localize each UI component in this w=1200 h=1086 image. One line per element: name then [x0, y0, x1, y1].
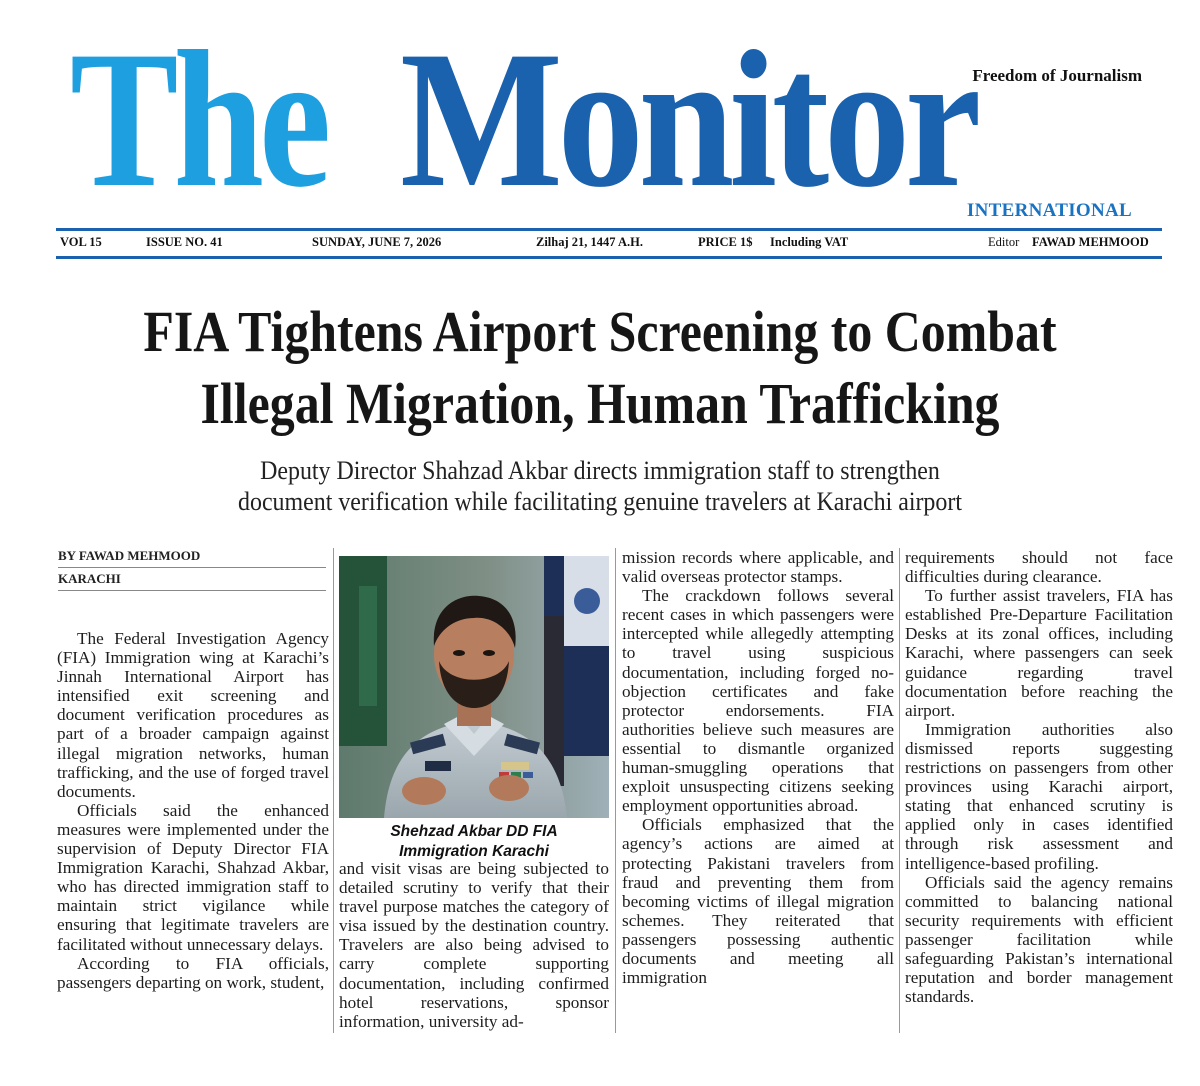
article-photo — [339, 556, 609, 818]
article-paragraph: Officials said the agency remains committed to balancing national security requirements with efficient passenger facilitation while safeguarding Pakistan’s international reputation and border management standards. — [905, 872, 1173, 1007]
caption-line: Immigration Karachi — [399, 843, 549, 860]
article-paragraph: requirements should not face difficulties during clearance. — [905, 548, 1173, 587]
officer-portrait-image — [339, 556, 609, 818]
editor-name: FAWAD MEHMOOD — [1032, 235, 1149, 249]
price-label: PRICE 1$ — [698, 235, 753, 249]
article-column-1 — [57, 629, 329, 992]
issue-info-bar — [58, 232, 1160, 254]
article-column-2 — [339, 859, 609, 1031]
subhead-line: Deputy Director Shahzad Akbar directs immigration staff to strengthen — [260, 456, 940, 485]
article-paragraph: According to FIA officials, passengers departing on work, student, — [57, 953, 329, 992]
article-paragraph: Immigration authorities also dismissed reports suggesting restrictions on passengers from other provinces using Karachi airport, stating that enhanced scrutiny is applied only in cases identified through risk assessment and intelligence-based profiling. — [905, 719, 1173, 873]
masthead-top-rule — [56, 228, 1162, 231]
headline-line: FIA Tightens Airport Screening to Combat — [143, 299, 1057, 364]
article-paragraph: Officials emphasized that the agency’s actions are aimed at protecting Pakistani travelers from fraud and preventing them from becoming victims of illegal migration schemes. They reiterated that passengers possessing authentic documents and meeting all immigration — [622, 815, 894, 988]
subhead-line: document verification while facilitating genuine travelers at Karachi airport — [238, 487, 962, 516]
column-divider — [615, 548, 616, 1033]
article-column-4 — [905, 548, 1173, 1006]
hijri-date-label: Zilhaj 21, 1447 A.H. — [536, 235, 643, 249]
article-paragraph: Officials said the enhanced measures were implemented under the supervision of Deputy Director FIA Immigration Karachi, Shahzad Akbar, who has directed immigration staff to maintain strict vigilance while ensuring that legitimate travelers are facilitated without unnecessary delays. — [57, 800, 329, 954]
masthead-title-monitor: Monitor — [400, 11, 977, 228]
article-headline — [118, 296, 1081, 440]
article-paragraph: and visit visas are being subjected to detailed scrutiny to verify that their travel purpose matches the category of visa issued by the destination country. Travelers are also being advised to carry complete supporting documentation, including confirmed hotel reservations, sponsor information, university ad- — [339, 859, 609, 1031]
byline: BY FAWAD MEHMOOD — [58, 545, 326, 568]
article-paragraph: mission records where applicable, and valid overseas protector stamps. — [622, 548, 894, 587]
masthead-tagline: Freedom of Journalism — [972, 66, 1142, 85]
masthead-bottom-rule — [56, 256, 1162, 259]
column-divider — [333, 548, 334, 1033]
masthead-title-the: The — [70, 11, 327, 228]
vat-note: Including VAT — [770, 235, 849, 249]
dateline: KARACHI — [58, 568, 326, 591]
volume-label: VOL 15 — [60, 235, 102, 249]
photo-caption — [339, 822, 609, 862]
article-column-3 — [622, 548, 894, 987]
masthead-edition: INTERNATIONAL — [966, 200, 1132, 221]
caption-line: Shehzad Akbar DD FIA — [390, 823, 558, 840]
article-paragraph: The Federal Investigation Agency (FIA) Immigration wing at Karachi’s Jinnah International Airport has intensified exit screening and document verification procedures as part of a broader campaign against illegal migration networks, human trafficking, and the use of forged travel documents. — [57, 629, 329, 801]
editor-label: Editor — [988, 235, 1020, 249]
article-subhead — [85, 455, 1115, 517]
masthead — [0, 0, 1200, 230]
article-paragraph: To further assist travelers, FIA has established Pre-Departure Facilitation Desks at its zonal offices, including Karachi, where passengers can seek guidance regarding travel documentation before reaching the airport. — [905, 586, 1173, 720]
headline-line: Illegal Migration, Human Trafficking — [200, 371, 1000, 436]
byline-block — [58, 545, 326, 591]
column-divider — [899, 548, 900, 1033]
date-label: SUNDAY, JUNE 7, 2026 — [312, 235, 442, 249]
article-paragraph: The crackdown follows several recent cases in which passengers were intercepted while allegedly attempting to travel using suspicious documentation, including forged no-objection certificates and fake protector endorsements. FIA authorities believe such measures are essential to dismantle organized human-smuggling operations that exploit unsuspecting citizens seeking employment opportunities abroad. — [622, 586, 894, 816]
issue-label: ISSUE NO. 41 — [146, 235, 223, 249]
